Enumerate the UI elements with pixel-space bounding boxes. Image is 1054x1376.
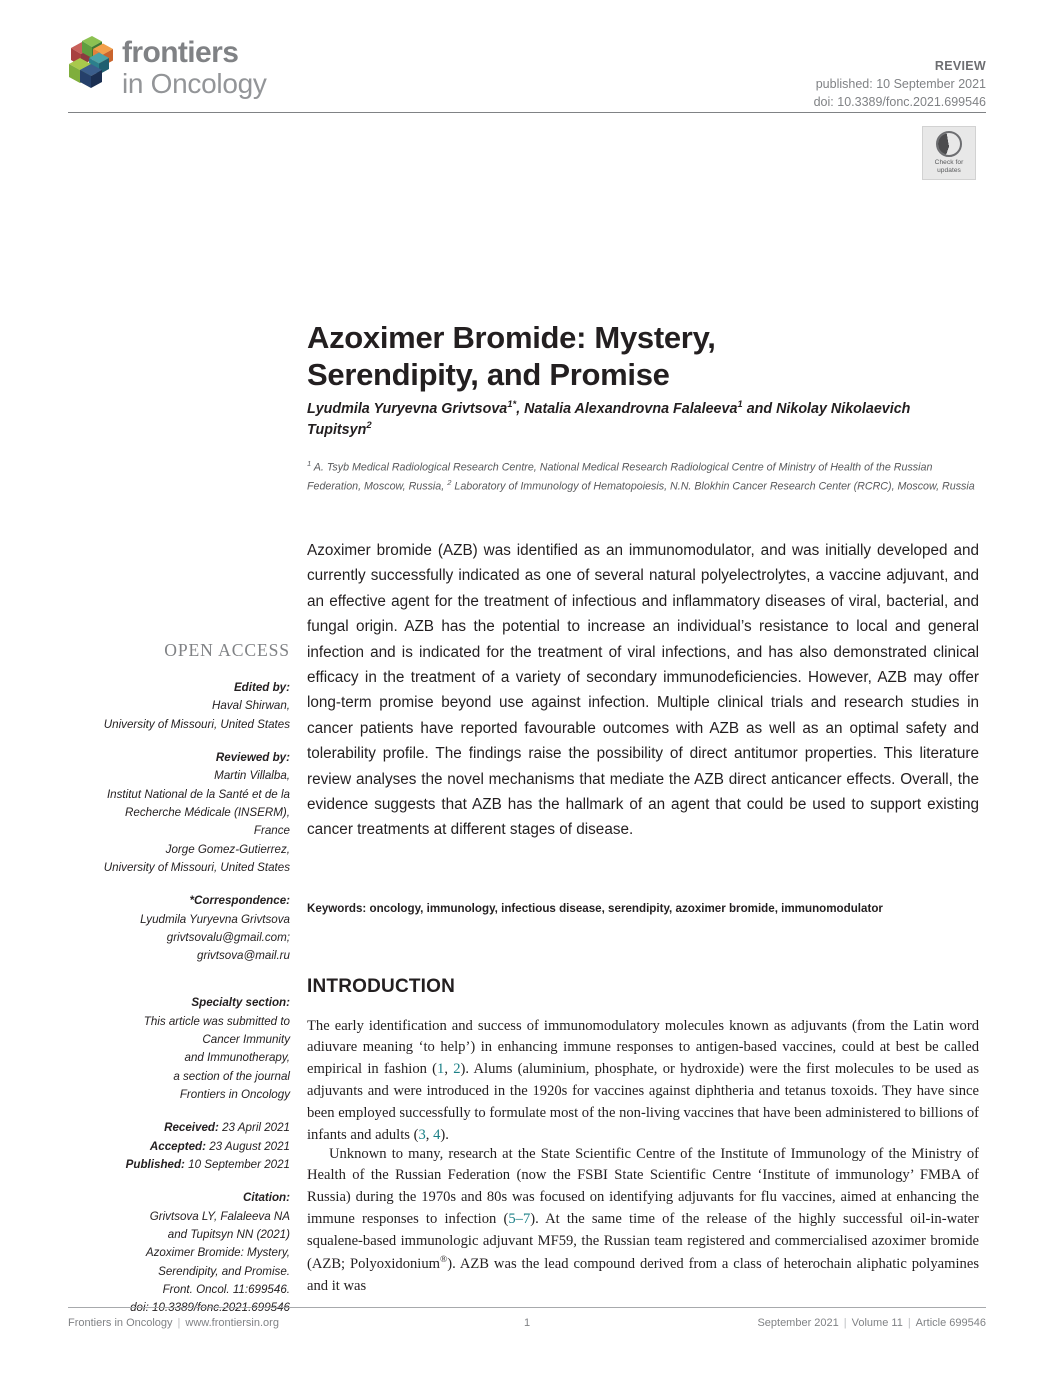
correspondence-name: Lyudmila Yuryevna Grivtsova (140, 912, 290, 926)
reviewer-1-affiliation-line-2: Recherche Médicale (INSERM), (125, 805, 290, 819)
specialty-line-4: a section of the journal (173, 1069, 290, 1083)
page-header (68, 34, 986, 114)
header-divider (68, 112, 986, 113)
footer-separator-2: | (843, 1317, 847, 1329)
logo-journal-name: in Oncology (122, 68, 267, 99)
keywords: Keywords: oncology, immunology, infectious disease, serendipity, azoximer bromide, immunomodulator (307, 902, 883, 915)
correspondence-email-2[interactable]: grivtsova@mail.ru (197, 949, 290, 963)
reviewer-1-affiliation-line-3: France (253, 824, 290, 838)
crossmark-badge[interactable] (922, 126, 976, 180)
reviewed-by-group (68, 749, 290, 877)
crossmark-label-line1: Check for (934, 159, 964, 166)
editor-affiliation: University of Missouri, United States (103, 717, 290, 731)
reviewer-1-name: Martin Villalba, (214, 769, 290, 783)
received-value: 23 April 2021 (222, 1121, 290, 1135)
specialty-section-group (68, 994, 290, 1104)
footer-separator-1: | (177, 1317, 181, 1329)
page-title (307, 319, 867, 393)
reviewer-2-name: Jorge Gomez-Gutierrez, (165, 842, 290, 856)
introduction-paragraph-2: Unknown to many, research at the State Scientific Centre of the Institute of Immunology of the Ministry of Health of the Russian Federation (now the FSBI State Scientific Centre ‘Institute of immunology’ FMBA of Russia) during the 1970s and 80s was focused on identifying adjuvants for flu vaccines, aimed at enhancing the immune responses to infection (5–7). At the same time of the release of the highly successful oil-in-water squalene-based immunologic adjuvant MF59, the Russian team registered and commercialised azoximer bromide (AZB; Polyoxidonium®). AZB was the lead compound derived from a class of heterochain aliphatic polyamines and it was (307, 1145, 979, 1294)
published-label: Published: (125, 1157, 185, 1171)
logo-frontiers-word: frontiers (122, 36, 239, 69)
received-label: Received: (164, 1121, 219, 1135)
published-value: 10 September 2021 (188, 1157, 290, 1171)
journal-logo-text (122, 34, 267, 100)
reviewed-by-label: Reviewed by: (215, 751, 290, 765)
footer-journal-name: Frontiers in Oncology (68, 1317, 173, 1329)
article-sidebar (68, 640, 290, 1332)
abstract: Azoximer bromide (AZB) was identified as an immunomodulator, and was initially developed and currently successfully indicated as one of several natural polyelectrolytes, a vaccine adjuvant, and an effective agent for the treatment of infectious and inflammatory diseases of viral, bacterial, and fungal origin. AZB has the potential to increase an individual’s resistance to local and general infection and is indicated for the treatment of viral infections, and has also demonstrated clinical efficacy in the treatment of a variety of secondary immunodeficiencies. However, AZB may offer long-term promise beyond use against infection. Multiple clinical trials and research studies in cancer patients have reported favourable outcomes with AZB as well as an optimal safety and tolerability profile. The findings raise the possibility of direct antitumor properties. This literature review analyses the novel mechanisms that mediate the AZB direct anticancer effects. Overall, the evidence suggests that AZB has the hallmark of an agent that could be used to support existing cancer treatments at different stages of disease. (307, 542, 979, 839)
edited-by-label: Edited by: (233, 681, 290, 695)
accepted-label: Accepted: (149, 1139, 206, 1153)
citation-group (68, 1189, 290, 1317)
footer-divider (68, 1307, 986, 1308)
crossmark-label (935, 159, 964, 175)
received-date-line (68, 1119, 290, 1137)
citation-label: Citation: (242, 1191, 290, 1205)
citation-line-1: Grivtsova LY, Falaleeva NA (149, 1209, 290, 1223)
title-line-1: Azoximer Bromide: Mystery, (307, 319, 716, 355)
accepted-date-line (68, 1138, 290, 1156)
citation-line-4: Serendipity, and Promise. (158, 1264, 290, 1278)
doi[interactable]: doi: 10.3389/fonc.2021.699546 (813, 94, 986, 109)
footer-page-number: 1 (523, 1317, 531, 1329)
page-footer (68, 1317, 986, 1329)
edited-by-group (68, 679, 290, 734)
journal-logo[interactable] (68, 34, 267, 100)
citation-line-5: Front. Oncol. 11:699546. (162, 1282, 290, 1296)
specialty-line-2: Cancer Immunity (202, 1033, 290, 1047)
sidebar-spacer (68, 980, 290, 994)
footer-separator-3: | (907, 1317, 911, 1329)
crossmark-icon (936, 131, 962, 157)
citation-doi[interactable] (68, 1299, 290, 1317)
title-line-2: Serendipity, and Promise (307, 356, 670, 392)
specialty-line-3: and Immunotherapy, (184, 1051, 290, 1065)
dates-group (68, 1119, 290, 1174)
published-date-line (68, 1156, 290, 1174)
publication-metadata (814, 58, 986, 111)
published-date: published: 10 September 2021 (815, 76, 986, 91)
specialty-line-5: Frontiers in Oncology (179, 1088, 290, 1102)
correspondence-label: *Correspondence: (189, 894, 290, 908)
open-access-label: OPEN ACCESS (164, 640, 290, 660)
footer-article: Article 699546 (915, 1317, 986, 1329)
footer-date: September 2021 (757, 1317, 839, 1329)
article-type: REVIEW (934, 59, 986, 73)
correspondence-email-1[interactable]: grivtsovalu@gmail.com; (166, 930, 290, 944)
accepted-value: 23 August 2021 (209, 1139, 290, 1153)
crossmark-label-line2: updates (937, 167, 961, 175)
citation-line-3: Azoximer Bromide: Mystery, (145, 1246, 290, 1260)
reviewer-2-affiliation: University of Missouri, United States (103, 860, 290, 874)
author-list: Lyudmila Yuryevna Grivtsova$^{1*}$, Natalia Alexandrovna Falaleeva$^1$ and Nikolay Nikolaevich Tupitsyn$^2$ (307, 399, 911, 439)
editor-name: Haval Shirwan, (212, 699, 290, 713)
reviewer-1-affiliation-line-1: Institut National de la Santé et de la (106, 787, 290, 801)
frontiers-cubes-logo-icon (68, 36, 114, 90)
footer-website[interactable]: www.frontiersin.org (185, 1317, 279, 1329)
citation-line-2: and Tupitsyn NN (2021) (167, 1227, 290, 1241)
footer-volume: Volume 11 (851, 1317, 903, 1329)
specialty-section-label: Specialty section: (191, 996, 290, 1010)
section-heading-introduction: INTRODUCTION (307, 975, 456, 997)
correspondence-group (68, 892, 290, 965)
introduction-paragraph-1: The early identification and success of immunomodulatory molecules known as adjuvants (from the Latin word adiuvare meaning ‘to help’) in enhancing immune responses to antigen-based vaccines, could at best be called empirical in fashion (1, 2). Alums (aluminium, phosphate, or hydroxide) were the first molecules to be used as adjuvants and were introduced in the 1920s for vaccines against diphtheria and tetanus toxoids. They have since been employed successfully to formulate most of the non-living vaccines that have been administered to billions of infants and adults (3, 4). (307, 1017, 980, 1144)
specialty-line-1: This article was submitted to (143, 1014, 290, 1028)
affiliations: $^1$ A. Tsyb Medical Radiological Research Centre, National Medical Research Radiological Centre of Ministry of Health of the Russian Federation, Moscow, Russia, $^2$ Laboratory of Immunology of Hematopoiesis, N.N. Blokhin Cancer Research Center (RCRC), Moscow, Russia (307, 459, 975, 493)
